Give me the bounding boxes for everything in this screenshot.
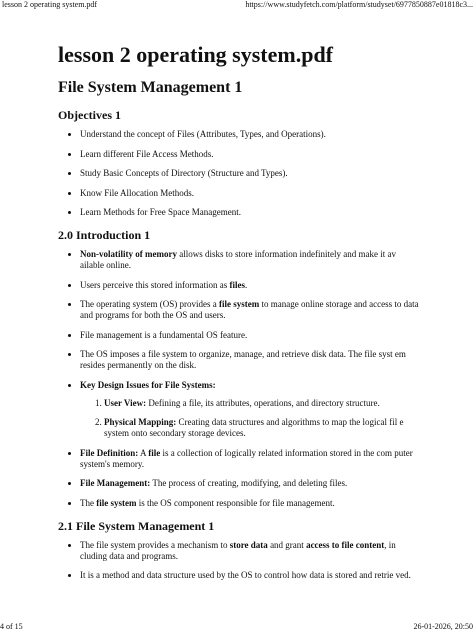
list-item: • It is a method and data structure used by the OS to control how data is stored and retrie ved. (80, 570, 420, 581)
browser-print-header (0, 0, 474, 10)
list-item: 1. User View: Defining a file, its attributes, operations, and directory structure. (104, 398, 420, 409)
list-item: • Learn Methods for Free Space Management. (80, 207, 420, 218)
document-title: lesson 2 operating system.pdf (58, 42, 334, 67)
print-header-url: https://www.studyfetch.com/platform/studyset/6977850887e01818c3... (245, 0, 473, 9)
print-datetime: 26-01-2026, 20:50 (413, 622, 473, 631)
section-2-1-heading: 2.1 File System Management 1 (58, 518, 215, 533)
section-2-1-list (58, 540, 420, 582)
print-page-count: 4 of 15 (0, 622, 23, 631)
list-item: • Key Design Issues for File Systems: 1. User View: Defining a file, its attributes, operations, and directory structure. 2. Physical Mapping: Creating data structures and algorithms to map the logical fil e system onto secondary storage devices. (80, 380, 420, 440)
design-issues-list (80, 398, 420, 440)
objectives-heading: Objectives 1 (58, 108, 121, 122)
list-item: • Know File Allocation Methods. (80, 188, 420, 199)
list-item: • The OS imposes a file system to organize, manage, and retrieve disk data. The file syst em resides permanently on the disk. (80, 349, 420, 371)
introduction-heading: 2.0 Introduction 1 (58, 228, 151, 242)
objectives-list (58, 129, 420, 218)
list-item: • Users perceive this stored information as files. (80, 280, 420, 291)
list-item: • Study Basic Concepts of Directory (Structure and Types). (80, 168, 420, 179)
list-item: • File Management: The process of creating, modifying, and deleting files. (80, 478, 420, 489)
browser-print-footer (0, 622, 474, 632)
list-item: • The file system is the OS component responsible for file management. (80, 498, 420, 509)
list-item: • The operating system (OS) provides a file system to manage online storage and access to data and programs for both the OS and users. (80, 299, 420, 321)
document-heading: File System Management 1 (58, 79, 243, 96)
list-item: 2. Physical Mapping: Creating data structures and algorithms to map the logical fil e system onto secondary storage devices. (104, 417, 420, 439)
list-item: • File Definition: A file is a collection of logically related information stored in the com puter system's memory. (80, 448, 420, 470)
list-item: • Non-volatility of memory allows disks to store information indefinitely and make it av ailable online. (80, 249, 420, 271)
list-item: • The file system provides a mechanism to store data and grant access to file content, in cluding data and programs. (80, 540, 420, 562)
print-header-title: lesson 2 operating system.pdf (2, 0, 98, 9)
document-page (58, 42, 420, 590)
introduction-list (58, 249, 420, 509)
list-item: • Understand the concept of Files (Attributes, Types, and Operations). (80, 129, 420, 140)
list-item: • File management is a fundamental OS feature. (80, 330, 420, 341)
list-item: • Learn different File Access Methods. (80, 149, 420, 160)
